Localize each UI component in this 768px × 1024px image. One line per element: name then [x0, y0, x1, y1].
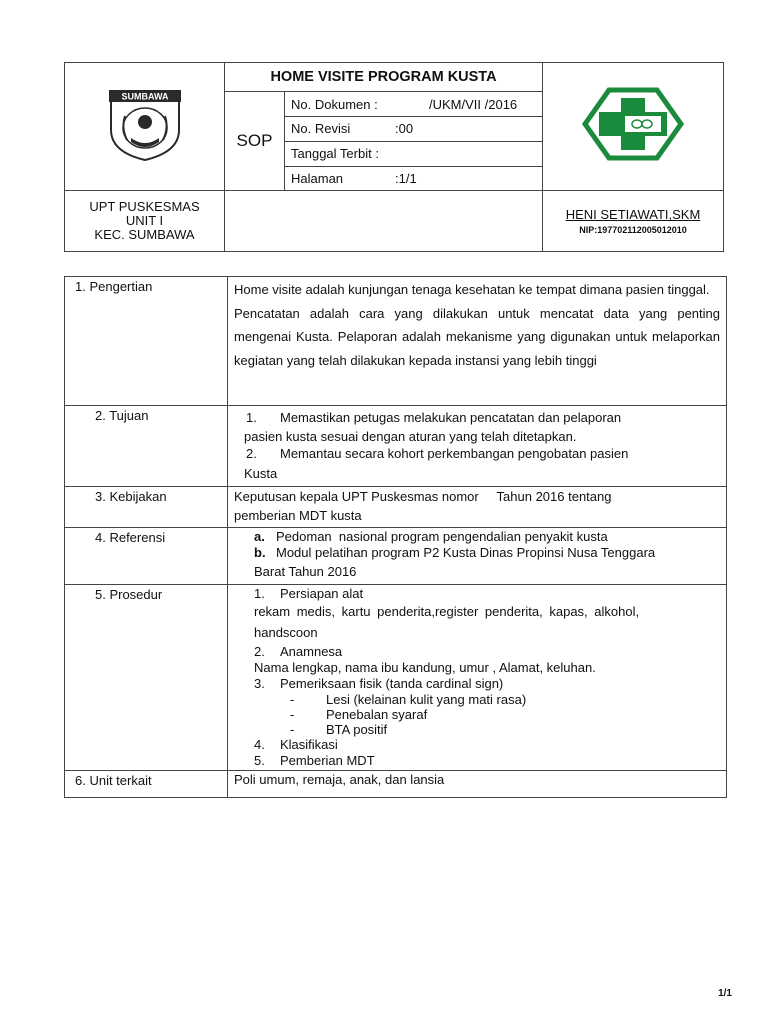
row-pengertian	[65, 277, 727, 406]
step-number: 2.	[254, 644, 265, 659]
row-unit-terkait	[65, 771, 727, 798]
meta-label: No. Revisi	[291, 121, 351, 137]
list-number: 2.	[246, 446, 257, 461]
signer-name: HENI SETIAWATI,SKM	[565, 207, 701, 223]
paragraph: Home visite adalah kunjungan tenaga kesehatan ke tempat dimana pasien tinggal.	[234, 282, 710, 297]
signer-nip: NIP:197702112005012010	[579, 225, 687, 236]
text-line: Keputusan kepala UPT Puskesmas nomor Tahun 2016 tentang	[234, 489, 612, 504]
list-continuation: Barat Tahun 2016	[254, 564, 357, 579]
row-label: 2. Tujuan	[65, 406, 228, 487]
sub-item: - Lesi (kelainan kulit yang mati rasa)	[290, 692, 527, 707]
organization-cell	[65, 191, 225, 252]
meta-halaman	[285, 166, 543, 191]
meta-no-revisi	[285, 116, 543, 141]
row-label: 3. Kebijakan	[65, 487, 228, 528]
meta-no-dokumen	[285, 92, 543, 117]
row-content	[228, 487, 727, 528]
step-detail: Nama lengkap, nama ibu kandung, umur , Alamat, keluhan.	[254, 660, 596, 675]
org-line: KEC. SUMBAWA	[94, 227, 195, 243]
meta-label: Tanggal Terbit :	[291, 146, 379, 162]
paragraph: Pencatatan adalah cara yang dilakukan untuk mencatat data yang penting mengenai Kusta. Pelaporan adalah mekanisme yang digunakan untuk melaporkan kegiatan yang telah dilakukan kepada instansi yang lebih tinggi	[234, 305, 720, 368]
step-number: 1.	[254, 586, 265, 601]
row-prosedur	[65, 585, 727, 771]
list-text: Memantau secara kohort perkembangan pengobatan pasien	[280, 446, 629, 461]
sub-item: - Penebalan syaraf	[290, 707, 428, 722]
empty-cell	[225, 191, 543, 252]
step-title: Anamnesa	[280, 644, 343, 659]
row-referensi	[65, 528, 727, 585]
meta-label: No. Dokumen :	[291, 96, 378, 112]
list-letter: a.	[254, 529, 265, 544]
document-title: HOME VISITE PROGRAM KUSTA	[225, 63, 543, 92]
row-label: 6. Unit terkait	[65, 771, 228, 798]
sub-item-text: Lesi (kelainan kulit yang mati rasa)	[326, 692, 527, 707]
sub-item: - BTA positif	[290, 722, 388, 737]
list-text: Modul pelatihan program P2 Kusta Dinas Propinsi Nusa Tenggara	[276, 545, 656, 560]
meta-value: :1/1	[395, 171, 417, 187]
step-title: Pemberian MDT	[280, 753, 375, 768]
row-label: 1. Pengertian	[65, 277, 228, 406]
meta-value: :00	[395, 121, 414, 137]
page-number: 1/1	[718, 988, 732, 999]
step-number: 5.	[254, 753, 265, 768]
step-detail: handscoon	[254, 625, 318, 640]
row-label: 4. Referensi	[65, 528, 228, 585]
meta-tanggal-terbit	[285, 141, 543, 166]
list-letter: b.	[254, 545, 266, 560]
emblem-label: SUMBAWA	[121, 91, 168, 102]
sop-header-table	[64, 62, 724, 252]
right-logo-cell	[543, 63, 724, 191]
org-line: UPT PUSKESMAS	[89, 199, 200, 215]
puskesmas-logo-icon	[581, 84, 685, 164]
list-continuation: Kusta	[244, 466, 278, 481]
sop-content-table	[64, 276, 727, 798]
list-number: 1.	[246, 410, 257, 425]
row-content	[228, 406, 727, 487]
meta-value: /UKM/VII /2016	[429, 96, 518, 112]
row-content: Poli umum, remaja, anak, dan lansia	[228, 771, 727, 798]
row-kebijakan	[65, 487, 727, 528]
list-text: Pedoman nasional program pengendalian penyakit kusta	[276, 529, 608, 544]
org-line: UNIT I	[125, 213, 164, 229]
step-number: 3.	[254, 676, 265, 691]
signer-cell	[543, 191, 724, 252]
step-title: Pemeriksaan fisik (tanda cardinal sign)	[280, 676, 504, 691]
row-content	[228, 585, 727, 771]
step-title: Klasifikasi	[280, 737, 338, 752]
row-content	[228, 528, 727, 585]
list-text: Memastikan petugas melakukan pencatatan dan pelaporan	[280, 410, 622, 425]
text-line: pemberian MDT kusta	[234, 508, 362, 523]
meta-label: Halaman	[291, 171, 344, 187]
left-logo-cell	[65, 63, 225, 191]
step-number: 4.	[254, 737, 265, 752]
list-continuation: pasien kusta sesuai dengan aturan yang telah ditetapkan.	[244, 429, 577, 444]
sub-item-text: Penebalan syaraf	[326, 707, 428, 722]
sop-label: SOP	[225, 92, 285, 191]
sub-item-text: BTA positif	[326, 722, 388, 737]
step-title: Persiapan alat	[280, 586, 364, 601]
step-detail: rekam medis, kartu penderita,register penderita, kapas, alkohol,	[254, 604, 640, 619]
row-content	[228, 277, 727, 406]
sumbawa-emblem-icon	[103, 86, 187, 162]
row-tujuan	[65, 406, 727, 487]
row-label: 5. Prosedur	[65, 585, 228, 771]
